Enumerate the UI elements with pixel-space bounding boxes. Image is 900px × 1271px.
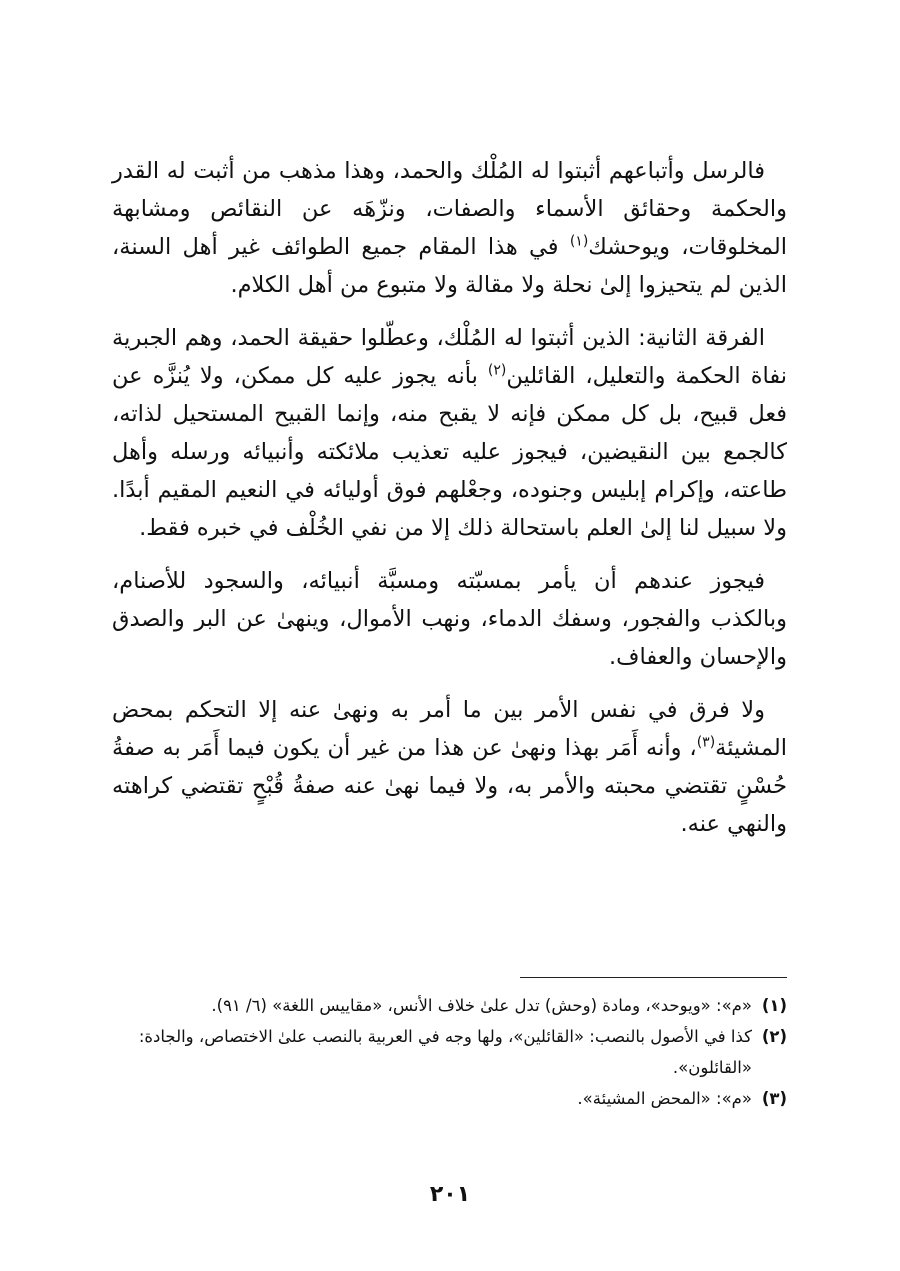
paragraph-1: [112, 152, 787, 304]
footnote-divider: [520, 977, 787, 978]
footnote-3-number: (٣): [761, 1089, 787, 1108]
footnote-1-number: (١): [761, 996, 787, 1015]
paragraph-2-text-a: الفرقة الثانية: الذين أثبتوا له المُلْك، وعطّلوا حقيقة الحمد، وهم الجبرية نفاة الحكمة والتعليل، القائلين: [112, 325, 787, 389]
footnote-ref-1: (١): [569, 233, 589, 250]
footnote-ref-3: (٣): [696, 734, 716, 751]
footnote-3-text: «م»: «المحض المشيئة».: [577, 1089, 752, 1108]
footnote-2: [112, 1021, 787, 1083]
page-number: ٢٠١: [429, 1182, 471, 1207]
main-text: [112, 152, 787, 858]
paragraph-4-text-b: ، وأنه أَمَر بهذا ونهىٰ عن هذا من غير أن يكون فيما أَمَر به صفةُ حُسْنٍ تقتضي محبته والأمر به، ولا فيما نهىٰ عنه صفةُ قُبْحٍ تقتضي كراهته والنهي عنه.: [112, 735, 787, 837]
footnote-3: [112, 1083, 787, 1114]
footnote-2-text: كذا في الأصول بالنصب: «القائلين»، ولها وجه في العربية بالنصب علىٰ الاختصاص، والجادة: «القائلون».: [138, 1027, 752, 1077]
footnote-1-text: «م»: «ويوحد»، ومادة (وحش) تدل علىٰ خلاف الأنس، «مقاييس اللغة» (٦/ ٩١).: [211, 996, 752, 1015]
paragraph-2-text-b: بأنه يجوز عليه كل ممكن، ولا يُنزَّه عن فعل قبيح، بل كل ممكن فإنه لا يقبح منه، وإنما القبيح المستحيل لذاته، كالجمع بين النقيضين، فيجوز عليه تعذيب ملائكته وأنبيائه ورسله وأهل طاعته، وإكرام إبليس وجنوده، وجعْلهم فوق أوليائه في النعيم المقيم أبدًا. ولا سبيل لنا إلىٰ العلم باستحالة ذلك إلا من نفي الخُلْف في خبره فقط.: [112, 363, 787, 541]
paragraph-1-text-b: في هذا المقام جميع الطوائف غير أهل السنة، الذين لم يتحيزوا إلىٰ نحلة ولا مقالة ولا متبوع من أهل الكلام.: [112, 234, 787, 298]
paragraph-3: [112, 562, 787, 676]
paragraph-4-text-a: ولا فرق في نفس الأمر بين ما أمر به ونهىٰ عنه إلا التحكم بمحض المشيئة: [112, 697, 787, 761]
footnote-ref-2: (٢): [487, 362, 507, 379]
footnote-1: [112, 990, 787, 1021]
paragraph-4: [112, 691, 787, 843]
paragraph-2: [112, 319, 787, 547]
paragraph-3-text-a: فيجوز عندهم أن يأمر بمسبّته ومسبَّة أنبيائه، والسجود للأصنام، وبالكذب والفجور، وسفك الدماء، ونهب الأموال، وينهىٰ عن البر والصدق والإحسان والعفاف.: [112, 568, 787, 670]
paragraph-1-text-a: فالرسل وأتباعهم أثبتوا له المُلْك والحمد، وهذا مذهب من أثبت له القدر والحكمة وحقائق الأسماء والصفات، ونزّهَه عن النقائص ومشابهة المخلوقات، ويوحشك: [112, 158, 787, 260]
footnotes: [112, 990, 787, 1114]
footnote-2-number: (٢): [761, 1027, 787, 1046]
